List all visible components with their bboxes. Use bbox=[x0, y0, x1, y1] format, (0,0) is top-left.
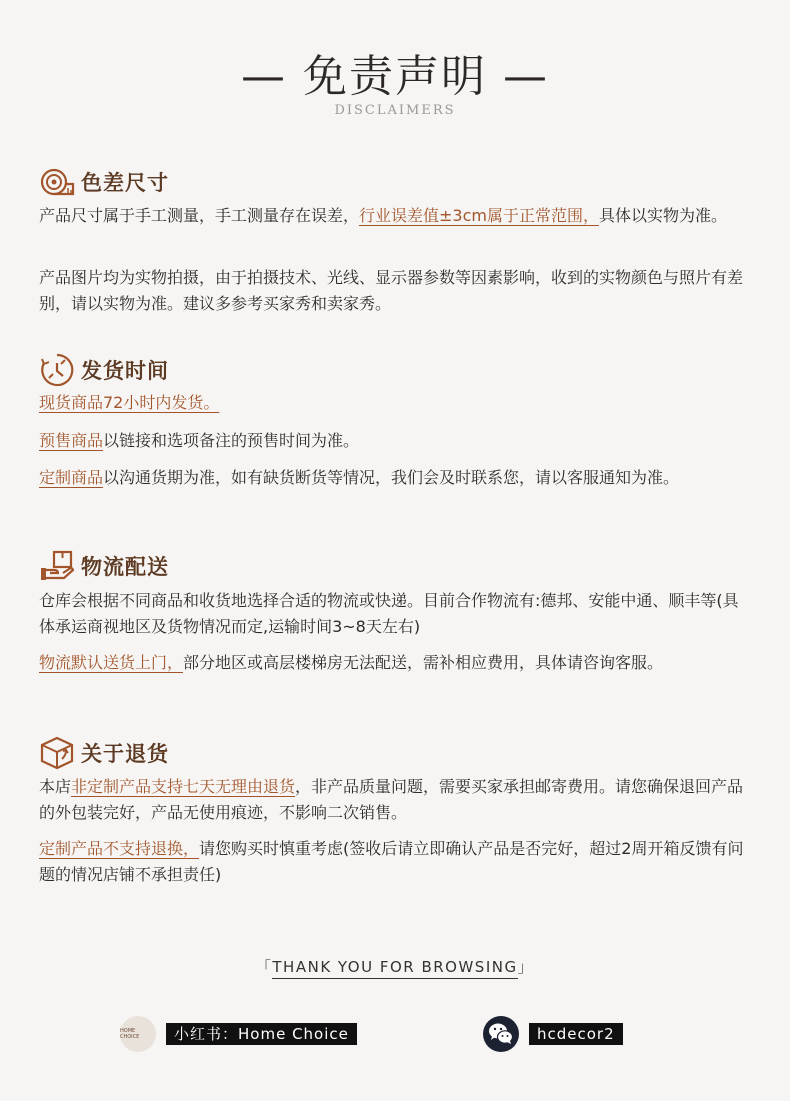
section-paragraph bbox=[39, 588, 754, 640]
page-title: — 免责声明 — bbox=[241, 51, 549, 102]
thank-you-text: THANK YOU FOR BROWSING bbox=[272, 958, 517, 979]
return-box-icon bbox=[39, 735, 75, 771]
paragraph-text: 本店 bbox=[39, 777, 72, 796]
section-paragraph bbox=[39, 265, 754, 317]
highlighted-text: 行业误差值±3cm属于正常范围， bbox=[359, 206, 599, 225]
clock-icon bbox=[39, 352, 75, 388]
section-paragraph bbox=[39, 774, 754, 826]
section-paragraph bbox=[39, 836, 754, 888]
paragraph-text: 以链接和选项备注的预售时间为准。 bbox=[103, 431, 360, 450]
wechat-label: hcdecor2 bbox=[529, 1023, 623, 1045]
highlighted-text: 非定制产品支持七天无理由退货 bbox=[71, 777, 296, 796]
highlighted-text: 现货商品72小时内发货。 bbox=[39, 393, 220, 412]
bracket-close: 」 bbox=[517, 958, 535, 976]
xiaohongshu-contact bbox=[120, 1016, 357, 1052]
wechat-contact bbox=[483, 1016, 623, 1052]
highlighted-text: 定制产品不支持退换， bbox=[39, 839, 200, 858]
highlighted-text: 定制商品 bbox=[39, 468, 104, 487]
paragraph-text: 具体以实物为准。 bbox=[599, 206, 728, 225]
section-title: 色差尺寸 bbox=[81, 171, 169, 195]
tape-measure-icon bbox=[39, 164, 75, 200]
section-title: 发货时间 bbox=[81, 359, 169, 383]
paragraph-text: 产品图片均为实物拍摄，由于拍摄技术、光线、显示器参数等因素影响，收到的实物颜色与照片有差别，请以实物为准。建议多参考买家秀和卖家秀。 bbox=[39, 268, 744, 313]
section-paragraph bbox=[39, 203, 754, 229]
section-header-shipping-time bbox=[39, 352, 169, 388]
section-paragraph bbox=[39, 650, 754, 676]
section-paragraph bbox=[39, 428, 754, 454]
highlighted-text: 预售商品 bbox=[39, 431, 104, 450]
section-title: 关于退货 bbox=[81, 742, 169, 766]
delivery-box-hand-icon bbox=[39, 548, 75, 584]
section-header-logistics bbox=[39, 548, 169, 584]
paragraph-text: 仓库会根据不同商品和收货地选择合适的物流或快递。目前合作物流有:德邦、安能中通、顺丰等(具体承运商视地区及货物情况而定,运输时间3~8天左右) bbox=[39, 591, 739, 636]
highlighted-text: 物流默认送货上门， bbox=[39, 653, 184, 672]
paragraph-text: ，非产品质量问题，需要买家承担邮寄费用。请您确保退回产品的外包装完好，产品无使用痕迹，不影响二次销售。 bbox=[39, 777, 744, 822]
section-paragraph bbox=[39, 390, 754, 416]
page-subtitle: DISCLAIMERS bbox=[334, 103, 456, 118]
section-header-returns bbox=[39, 735, 169, 771]
paragraph-text: 产品尺寸属于手工测量，手工测量存在误差， bbox=[39, 206, 360, 225]
section-title: 物流配送 bbox=[81, 555, 169, 579]
home-choice-logo: HOME CHOICE bbox=[120, 1016, 156, 1052]
bracket-open: 「 bbox=[255, 958, 273, 976]
wechat-icon bbox=[483, 1016, 519, 1052]
paragraph-text: 以沟通货期为准，如有缺货断货等情况，我们会及时联系您，请以客服通知为准。 bbox=[103, 468, 680, 487]
section-header-color-size bbox=[39, 164, 169, 200]
paragraph-text: 请您购买时慎重考虑(签收后请立即确认产品是否完好，超过2周开箱反馈有问题的情况店铺不承担责任) bbox=[39, 839, 744, 884]
thank-you-line bbox=[0, 956, 790, 977]
section-paragraph bbox=[39, 465, 754, 491]
paragraph-text: 部分地区或高层楼梯房无法配送，需补相应费用，具体请咨询客服。 bbox=[183, 653, 664, 672]
xiaohongshu-label: 小红书：Home Choice bbox=[166, 1023, 357, 1045]
